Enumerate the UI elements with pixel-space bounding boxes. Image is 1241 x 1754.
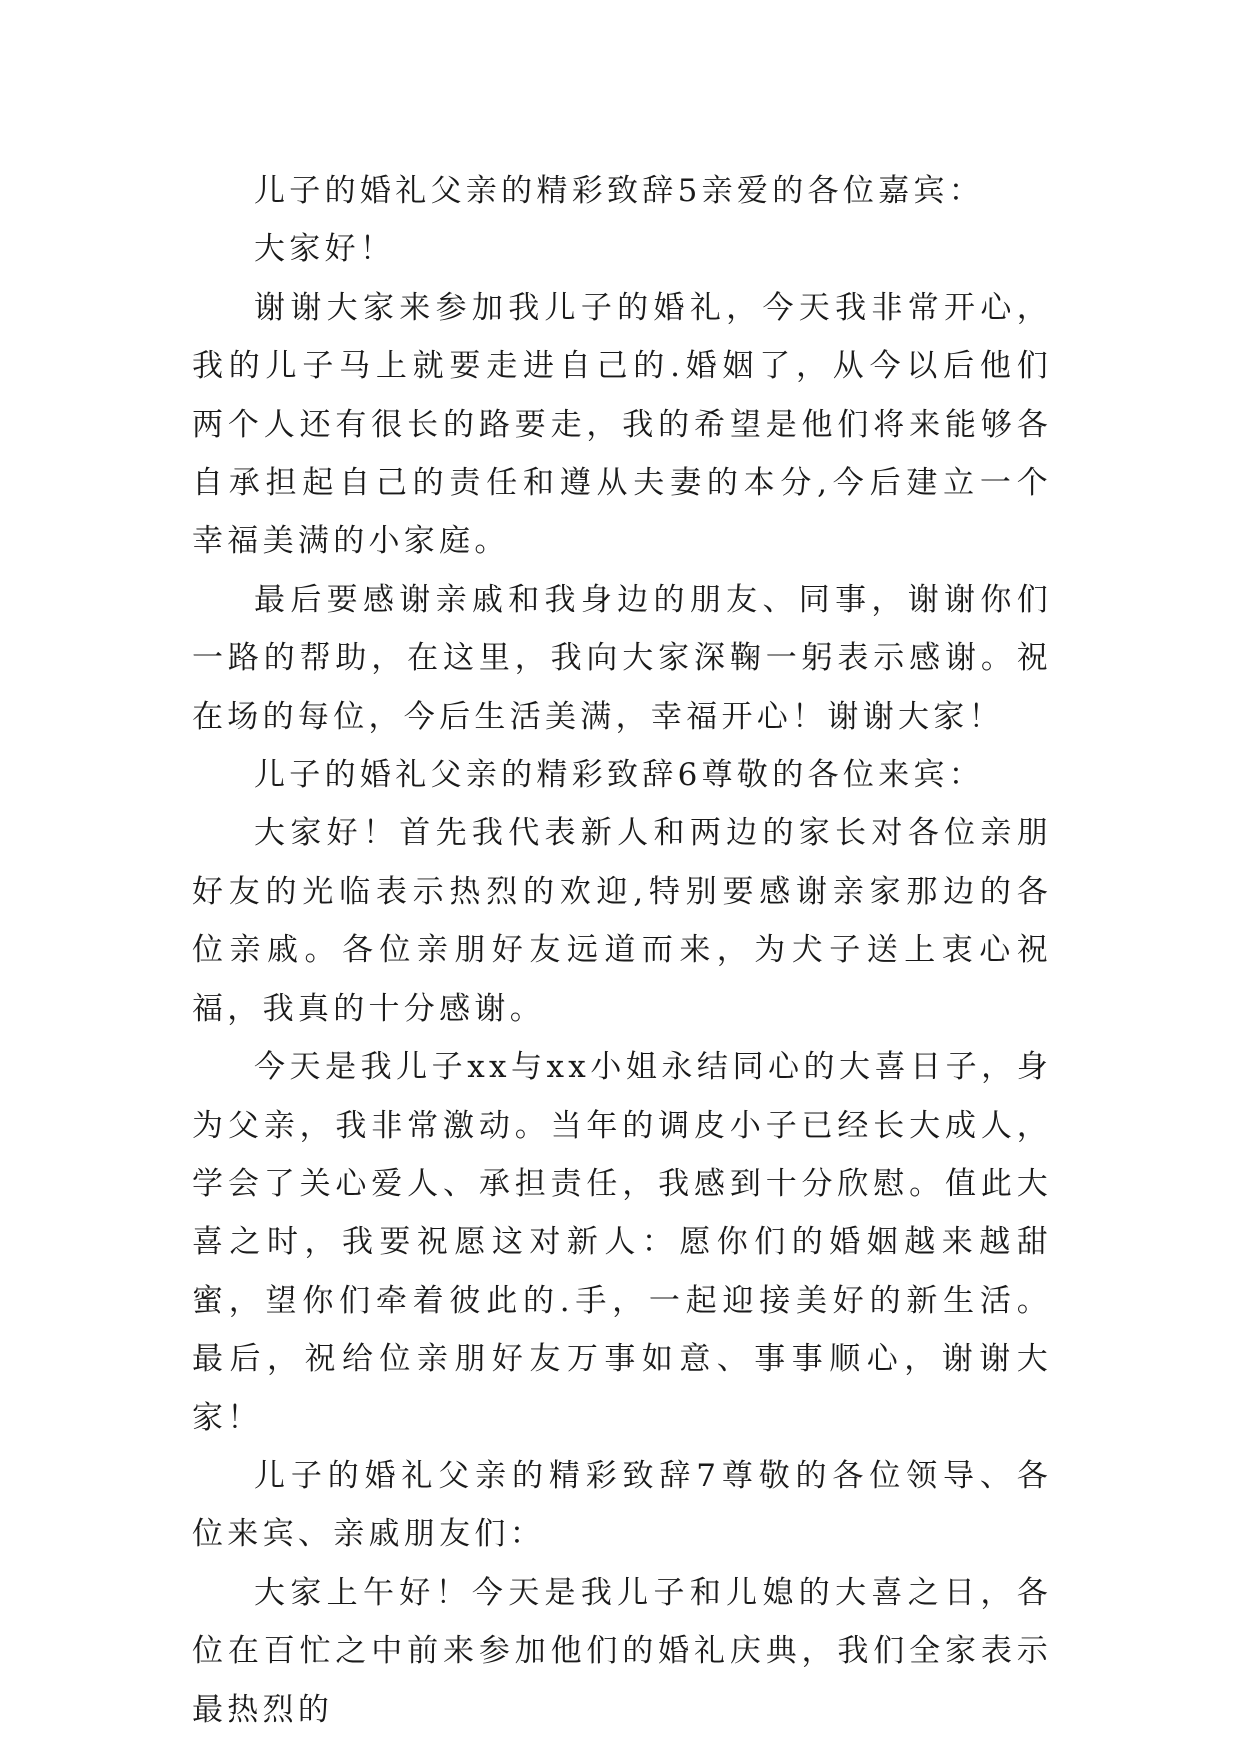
paragraph-blessing: 今天是我儿子xx与xx小姐永结同心的大喜日子，身为父亲，我非常激动。当年的调皮小子已经长大成人，学会了关心爱人、承担责任，我感到十分欣慰。值此大喜之时，我要祝愿这对新人：愿你们的婚姻越来越甜蜜，望你们牵着彼此的.手，一起迎接美好的新生活。最后，祝给位亲朋好友万事如意、事事顺心，谢谢大家！ bbox=[192, 1049, 1052, 1436]
paragraph-greeting: 大家好！ bbox=[254, 231, 396, 268]
document-body bbox=[192, 162, 1052, 1739]
paragraph-morning-greeting: 大家上午好！今天是我儿子和儿媳的大喜之日，各位在百忙之中前来参加他们的婚礼庆典，我们全家表示最热烈的 bbox=[192, 1574, 1052, 1728]
paragraph-speech-5-heading: 儿子的婚礼父亲的精彩致辞5亲爱的各位嘉宾： bbox=[254, 173, 985, 209]
paragraph-closing: 最后要感谢亲戚和我身边的朋友、同事，谢谢你们一路的帮助，在这里，我向大家深鞠一躬表示感谢。祝在场的每位，今后生活美满，幸福开心！谢谢大家！ bbox=[192, 581, 1052, 735]
paragraph-speech-7-heading: 儿子的婚礼父亲的精彩致辞7尊敬的各位领导、各位来宾、亲戚朋友们： bbox=[192, 1457, 1052, 1553]
paragraph-welcome: 大家好！首先我代表新人和两边的家长对各位亲朋好友的光临表示热烈的欢迎,特别要感谢亲家那边的各位亲戚。各位亲朋好友远道而来，为犬子送上衷心祝福，我真的十分感谢。 bbox=[192, 815, 1052, 1027]
paragraph-speech-6-heading: 儿子的婚礼父亲的精彩致辞6尊敬的各位来宾： bbox=[254, 757, 985, 794]
paragraph-thanks: 谢谢大家来参加我儿子的婚礼，今天我非常开心，我的儿子马上就要走进自己的.婚姻了，从今以后他们两个人还有很长的路要走，我的希望是他们将来能够各自承担起自己的责任和遵从夫妻的本分,今后建立一个幸福美满的小家庭。 bbox=[192, 289, 1052, 560]
